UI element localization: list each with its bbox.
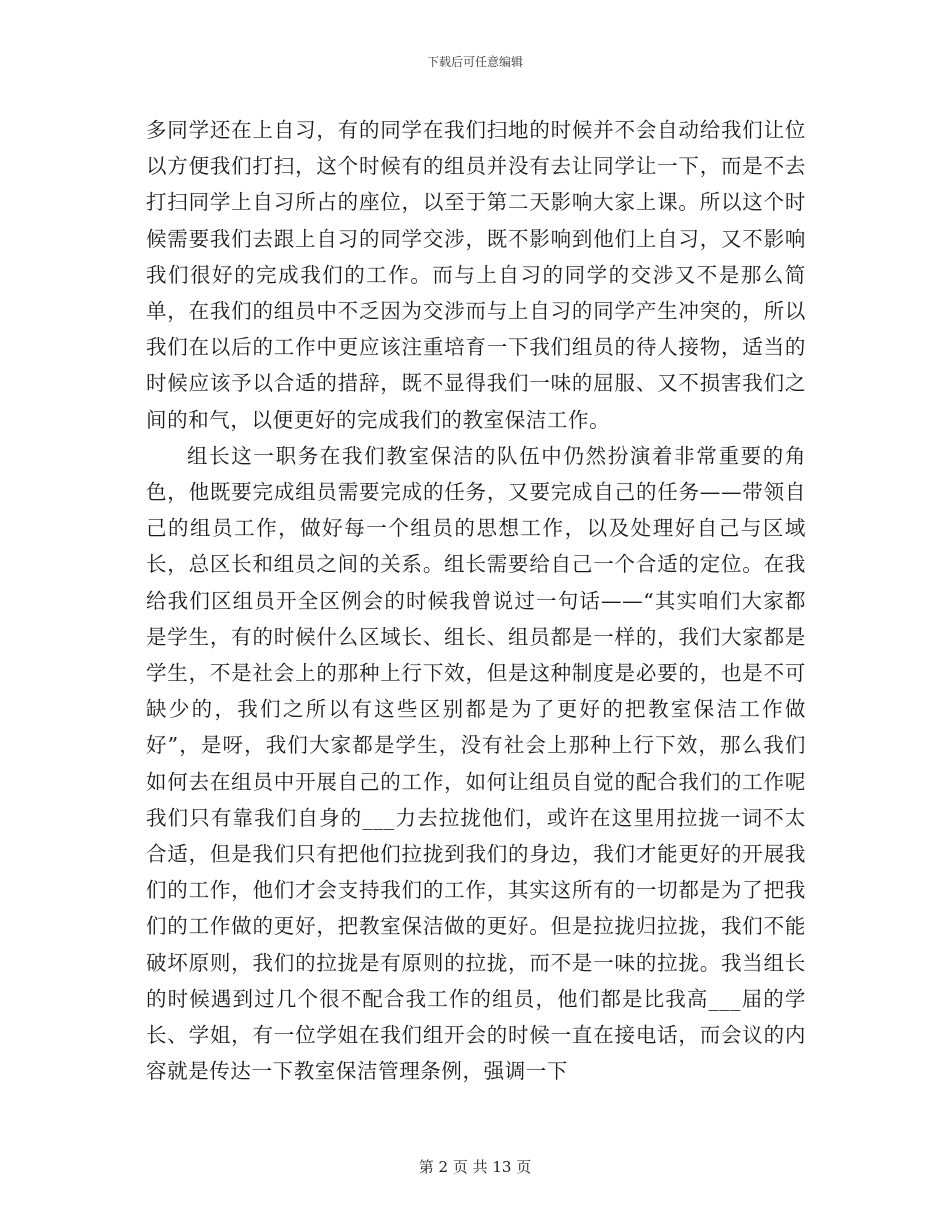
page-footer: 第 2 页 共 13 页 — [418, 1158, 532, 1176]
document-body — [146, 112, 806, 1089]
page-header: 下载后可任意编辑 — [426, 55, 523, 69]
paragraph-group-leader: 组长这一职务在我们教室保洁的队伍中仍然扮演着非常重要的角色，他既要完成组员需要完成的任务，又要完成自己的任务——带领自己的组员工作，做好每一个组员的思想工作，以及处理好自己与区域长，总区长和组员之间的关系。组长需要给自己一个合适的定位。在我给我们区组员开全区例会的时候我曾说过一句话——“其实咱们大家都是学生，有的时候什么区域长、组长、组员都是一样的，我们大家都是学生，不是社会上的那种上行下效，但是这种制度是必要的，也是不可缺少的，我们之所以有这些区别都是为了更好的把教室保洁工作做好”，是呀，我们大家都是学生，没有社会上那种上行下效，那么我们如何去在组员中开展自己的工作，如何让组员自觉的配合我们的工作呢我们只有靠我们自身的___力去拉拢他们，或许在这里用拉拢一词不太合适，但是我们只有把他们拉拢到我们的身边，我们才能更好的开展我们的工作，他们才会支持我们的工作，其实这所有的一切都是为了把我们的工作做的更好，把教室保洁做的更好。但是拉拢归拉拢，我们不能破坏原则，我们的拉拢是有原则的拉拢，而不是一味的拉拢。我当组长的时候遇到过几个很不配合我工作的组员，他们都是比我高___届的学长、学姐，有一位学姐在我们组开会的时候一直在接电话，而会议的内容就是传达一下教室保洁管理条例，强调一下 — [146, 443, 806, 1084]
paragraph-continuation: 多同学还在上自习，有的同学在我们扫地的时候并不会自动给我们让位以方便我们打扫，这个时候有的组员并没有去让同学让一下，而是不去打扫同学上自习所占的座位，以至于第二天影响大家上课。所以这个时候需要我们去跟上自习的同学交涉，既不影响到他们上自习，又不影响我们很好的完成我们的工作。而与上自习的同学的交涉又不是那么简单，在我们的组员中不乏因为交涉而与上自习的同学产生冲突的，所以我们在以后的工作中更应该注重培育一下我们组员的待人接物，适当的时候应该予以合适的措辞，既不显得我们一味的屈服、又不损害我们之间的和气，以便更好的完成我们的教室保洁工作。 — [146, 118, 806, 432]
